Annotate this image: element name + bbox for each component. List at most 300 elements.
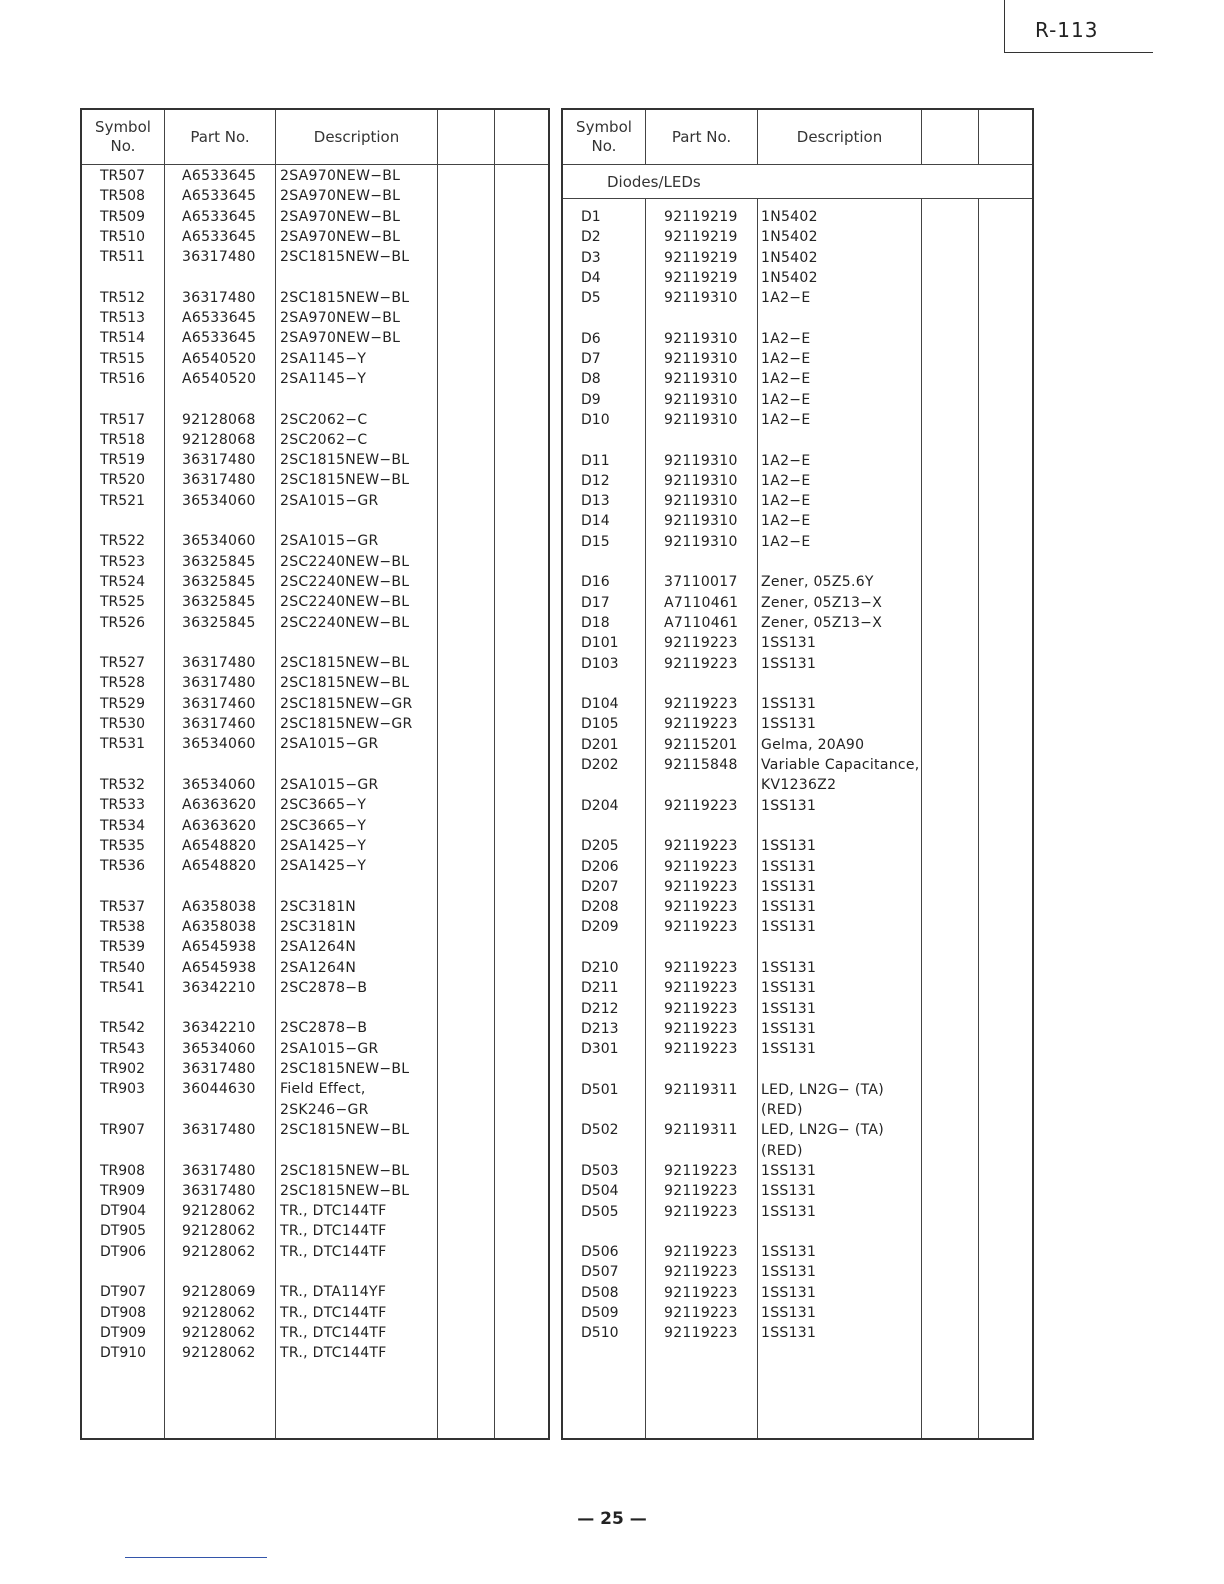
table-row xyxy=(82,1161,548,1181)
table-row xyxy=(82,247,548,267)
description-cell: 2SC1815NEW−GR xyxy=(280,695,413,712)
symbol-cell: TR517 xyxy=(100,411,146,428)
table-row xyxy=(82,572,548,592)
part-no-cell: A6363620 xyxy=(182,817,257,834)
table-row xyxy=(563,735,1032,755)
table-row xyxy=(563,1323,1032,1343)
description-cell: 1SS131 xyxy=(761,1041,817,1058)
symbol-cell: D2 xyxy=(581,229,601,246)
table-row xyxy=(563,917,1032,937)
part-no-cell: 36044630 xyxy=(182,1081,256,1098)
table-row xyxy=(82,531,548,551)
symbol-cell: D502 xyxy=(581,1122,619,1139)
table-row xyxy=(82,592,548,612)
part-no-cell: 92119310 xyxy=(664,371,738,388)
table-row xyxy=(563,288,1032,308)
description-cell: 2SA1015−GR xyxy=(280,492,379,509)
part-no-cell: 92119311 xyxy=(664,1081,738,1098)
part-no-cell: 92119310 xyxy=(664,493,738,510)
header-part-no: Part No. xyxy=(671,127,732,146)
symbol-cell: D5 xyxy=(581,290,601,307)
table-row xyxy=(82,836,548,856)
part-no-cell: 92119223 xyxy=(664,1284,738,1301)
part-no-cell: A6358038 xyxy=(182,898,257,915)
symbol-cell: TR512 xyxy=(100,289,146,306)
description-cell: 2SA1145−Y xyxy=(280,370,367,387)
part-no-cell: 92119223 xyxy=(664,1325,738,1342)
part-no-cell: 92119223 xyxy=(664,1305,738,1322)
table-row xyxy=(82,1018,548,1038)
table-row xyxy=(82,470,548,490)
section-heading: Diodes∕LEDs xyxy=(607,173,701,191)
symbol-cell: TR908 xyxy=(100,1162,146,1179)
table-row xyxy=(563,613,1032,633)
symbol-cell: D103 xyxy=(581,655,619,672)
description-cell: 2SC2062−C xyxy=(280,411,368,428)
description-cell: 1SS131 xyxy=(761,878,817,895)
table-body xyxy=(563,207,1032,1344)
row-gap xyxy=(563,430,1032,450)
symbol-cell: D11 xyxy=(581,452,610,469)
symbol-cell: D202 xyxy=(581,757,619,774)
part-no-cell: 92119223 xyxy=(664,899,738,916)
description-cell: 2SC3181N xyxy=(280,898,357,915)
part-no-cell: 92119223 xyxy=(664,655,738,672)
table-row xyxy=(82,1282,548,1302)
row-gap xyxy=(563,308,1032,328)
description-cell: 2SA1015−GR xyxy=(280,736,379,753)
part-no-cell: 92128062 xyxy=(182,1203,256,1220)
row-gap xyxy=(82,998,548,1018)
parts-table-diodes xyxy=(561,108,1034,1440)
symbol-cell: TR907 xyxy=(100,1121,146,1138)
description-cell: TR., DTA114YF xyxy=(280,1284,387,1301)
table-row xyxy=(82,734,548,754)
description-cell: LED, LN2G− (TA) xyxy=(761,1081,885,1098)
table-row xyxy=(563,248,1032,268)
part-no-cell: 92128068 xyxy=(182,411,256,428)
table-row xyxy=(563,369,1032,389)
footer-rule xyxy=(125,1557,267,1558)
description-cell: 2SA970NEW−BL xyxy=(280,188,401,205)
symbol-cell: TR540 xyxy=(100,959,146,976)
symbol-cell: D510 xyxy=(581,1325,619,1342)
description-cell: 2SA970NEW−BL xyxy=(280,310,401,327)
table-row xyxy=(82,430,548,450)
description-cell: 2SA1015−GR xyxy=(280,1040,379,1057)
description-cell: 2SC3181N xyxy=(280,918,357,935)
description-cell: Zener, 05Z13−X xyxy=(761,614,883,631)
table-row xyxy=(563,877,1032,897)
part-no-cell: 92119223 xyxy=(664,797,738,814)
symbol-cell: D13 xyxy=(581,493,610,510)
symbol-cell: DT904 xyxy=(100,1203,147,1220)
part-no-cell: 92128062 xyxy=(182,1223,256,1240)
description-cell: 2SC2240NEW−BL xyxy=(280,553,410,570)
table-row xyxy=(82,207,548,227)
symbol-cell: TR522 xyxy=(100,533,146,550)
description-cell: 1SS131 xyxy=(761,1244,817,1261)
part-no-cell: 92119223 xyxy=(664,919,738,936)
description-cell: 2SC1815NEW−BL xyxy=(280,1182,410,1199)
table-row xyxy=(563,1202,1032,1222)
part-no-cell: 36317480 xyxy=(182,1162,256,1179)
description-cell: 2SA970NEW−BL xyxy=(280,330,401,347)
part-no-cell: 92119219 xyxy=(664,249,738,266)
symbol-cell: TR539 xyxy=(100,939,146,956)
symbol-cell: TR519 xyxy=(100,452,146,469)
description-cell: 1N5402 xyxy=(761,249,818,266)
table-row xyxy=(563,410,1032,430)
part-no-cell: 36317480 xyxy=(182,675,256,692)
description-cell: Field Effect, xyxy=(280,1081,366,1098)
part-no-cell: 92128068 xyxy=(182,431,256,448)
row-gap xyxy=(82,755,548,775)
description-cell: 2SC1815NEW−BL xyxy=(280,289,410,306)
symbol-cell: TR515 xyxy=(100,350,146,367)
symbol-cell: D213 xyxy=(581,1020,619,1037)
part-no-cell: 92119223 xyxy=(664,980,738,997)
table-row xyxy=(82,795,548,815)
description-cell: 1SS131 xyxy=(761,980,817,997)
row-gap xyxy=(82,876,548,896)
description-cell: 1SS131 xyxy=(761,655,817,672)
description-cell: TR., DTC144TF xyxy=(280,1243,387,1260)
header-rule xyxy=(82,164,548,165)
part-no-cell: 36534060 xyxy=(182,1040,256,1057)
table-row xyxy=(82,1079,548,1099)
model-label: R-113 xyxy=(1035,18,1099,42)
part-no-cell: 92119223 xyxy=(664,716,738,733)
description-cell: 2SC2878−B xyxy=(280,979,368,996)
description-cell: 1SS131 xyxy=(761,959,817,976)
row-gap xyxy=(563,552,1032,572)
table-row xyxy=(563,755,1032,775)
table-row xyxy=(82,613,548,633)
part-no-cell: 36325845 xyxy=(182,614,256,631)
symbol-cell: TR521 xyxy=(100,492,146,509)
symbol-cell: TR528 xyxy=(100,675,146,692)
description-cell: 1N5402 xyxy=(761,269,818,286)
description-cell: 2SA1264N xyxy=(280,939,357,956)
table-row xyxy=(563,999,1032,1019)
description-cell: 1SS131 xyxy=(761,1162,817,1179)
table-row xyxy=(563,532,1032,552)
part-no-cell: A6533645 xyxy=(182,228,257,245)
symbol-cell: D211 xyxy=(581,980,619,997)
row-gap xyxy=(82,511,548,531)
symbol-cell: D15 xyxy=(581,533,610,550)
part-no-cell: A6540520 xyxy=(182,350,257,367)
table-row xyxy=(563,694,1032,714)
description-cell: 2SK246−GR xyxy=(280,1101,369,1118)
symbol-cell: D14 xyxy=(581,513,610,530)
part-no-cell: A6533645 xyxy=(182,168,257,184)
row-gap xyxy=(82,1262,548,1282)
table-row xyxy=(82,328,548,348)
symbol-cell: TR514 xyxy=(100,330,146,347)
table-row xyxy=(563,1100,1032,1120)
table-row xyxy=(563,572,1032,592)
description-cell: 1A2−E xyxy=(761,351,811,368)
description-cell: 2SC1815NEW−GR xyxy=(280,716,413,733)
table-row xyxy=(563,633,1032,653)
description-cell: 1SS131 xyxy=(761,1305,817,1322)
description-cell: 1SS131 xyxy=(761,1284,817,1301)
table-row xyxy=(82,958,548,978)
symbol-cell: D8 xyxy=(581,371,601,388)
table-row xyxy=(563,1019,1032,1039)
symbol-cell: TR533 xyxy=(100,797,146,814)
part-no-cell: 37110017 xyxy=(664,574,738,591)
part-no-cell: 92119310 xyxy=(664,452,738,469)
part-no-cell: 92119219 xyxy=(664,229,738,246)
table-row xyxy=(82,1120,548,1140)
part-no-cell: 92119219 xyxy=(664,269,738,286)
table-row xyxy=(563,714,1032,734)
symbol-cell: D1 xyxy=(581,209,601,225)
description-cell: 2SA970NEW−BL xyxy=(280,208,401,225)
symbol-cell: TR542 xyxy=(100,1020,146,1037)
symbol-cell: D18 xyxy=(581,614,610,631)
symbol-cell: D503 xyxy=(581,1162,619,1179)
table-row xyxy=(82,694,548,714)
part-no-cell: 92119310 xyxy=(664,472,738,489)
description-cell: 1A2−E xyxy=(761,330,811,347)
table-row xyxy=(82,1100,548,1120)
symbol-cell: DT907 xyxy=(100,1284,147,1301)
table-row xyxy=(82,227,548,247)
description-cell: 1A2−E xyxy=(761,391,811,408)
symbol-cell: TR526 xyxy=(100,614,146,631)
description-cell: 1SS131 xyxy=(761,838,817,855)
symbol-cell: D104 xyxy=(581,696,619,713)
part-no-cell: 36325845 xyxy=(182,594,256,611)
table-row xyxy=(563,1303,1032,1323)
description-cell: LED, LN2G− (TA) xyxy=(761,1122,885,1139)
part-no-cell: 36325845 xyxy=(182,573,256,590)
symbol-cell: TR527 xyxy=(100,655,146,672)
part-no-cell: 92128062 xyxy=(182,1324,256,1341)
description-cell: 1SS131 xyxy=(761,1264,817,1281)
description-cell: 1SS131 xyxy=(761,1325,817,1342)
description-cell: TR., DTC144TF xyxy=(280,1304,387,1321)
part-no-cell: 92128062 xyxy=(182,1345,256,1362)
symbol-cell: D205 xyxy=(581,838,619,855)
symbol-cell: TR511 xyxy=(100,249,146,266)
symbol-cell: D301 xyxy=(581,1041,619,1058)
table-row xyxy=(82,1039,548,1059)
table-row xyxy=(82,410,548,430)
part-no-cell: A6358038 xyxy=(182,918,257,935)
part-no-cell: 92119223 xyxy=(664,878,738,895)
table-row xyxy=(563,207,1032,227)
row-gap xyxy=(82,389,548,409)
part-no-cell: A6533645 xyxy=(182,330,257,347)
part-no-cell: A7110461 xyxy=(664,614,739,631)
table-row xyxy=(563,451,1032,471)
symbol-cell: D12 xyxy=(581,472,610,489)
part-no-cell: A6545938 xyxy=(182,939,257,956)
symbol-cell: TR909 xyxy=(100,1182,146,1199)
symbol-cell: D4 xyxy=(581,269,601,286)
part-no-cell: A7110461 xyxy=(664,594,739,611)
part-no-cell: 92119223 xyxy=(664,1264,738,1281)
part-no-cell: 92128062 xyxy=(182,1243,256,1260)
part-no-cell: 36317480 xyxy=(182,452,256,469)
description-cell: TR., DTC144TF xyxy=(280,1324,387,1341)
description-cell: 1N5402 xyxy=(761,209,818,225)
header-symbol: Symbol No. xyxy=(95,118,151,155)
table-row xyxy=(563,1161,1032,1181)
row-gap xyxy=(82,633,548,653)
table-row xyxy=(563,390,1032,410)
symbol-cell: TR902 xyxy=(100,1061,146,1078)
part-no-cell: A6548820 xyxy=(182,837,257,854)
symbol-cell: TR520 xyxy=(100,472,146,489)
description-cell: TR., DTC144TF xyxy=(280,1223,387,1240)
part-no-cell: 92128069 xyxy=(182,1284,256,1301)
header-description: Description xyxy=(313,127,400,146)
table-row xyxy=(82,1059,548,1079)
part-no-cell: 92119223 xyxy=(664,1203,738,1220)
part-no-cell: 36534060 xyxy=(182,736,256,753)
description-cell: 2SC3665−Y xyxy=(280,817,367,834)
symbol-cell: TR541 xyxy=(100,979,146,996)
page-number: — 25 — xyxy=(577,1509,647,1529)
part-no-cell: 92119223 xyxy=(664,858,738,875)
symbol-cell: D17 xyxy=(581,594,610,611)
table-row xyxy=(563,857,1032,877)
table-row xyxy=(82,349,548,369)
description-cell: 1A2−E xyxy=(761,290,811,307)
description-cell: (RED) xyxy=(761,1102,803,1119)
table-row xyxy=(563,268,1032,288)
symbol-cell: TR513 xyxy=(100,310,146,327)
row-gap xyxy=(563,1222,1032,1242)
symbol-cell: DT906 xyxy=(100,1243,147,1260)
description-cell: TR., DTC144TF xyxy=(280,1203,387,1220)
description-cell: 1A2−E xyxy=(761,411,811,428)
symbol-cell: TR508 xyxy=(100,188,146,205)
table-row xyxy=(82,714,548,734)
symbol-cell: TR537 xyxy=(100,898,146,915)
part-no-cell: 92119223 xyxy=(664,696,738,713)
symbol-cell: D3 xyxy=(581,249,601,266)
table-row xyxy=(563,1262,1032,1282)
part-no-cell: 92119223 xyxy=(664,1041,738,1058)
table-row xyxy=(563,1242,1032,1262)
description-cell: 1SS131 xyxy=(761,696,817,713)
description-cell: 1SS131 xyxy=(761,1183,817,1200)
part-no-cell: 92119223 xyxy=(664,635,738,652)
description-cell: 2SC3665−Y xyxy=(280,797,367,814)
description-cell: 1SS131 xyxy=(761,1020,817,1037)
header-part-no: Part No. xyxy=(190,127,250,146)
symbol-cell: TR525 xyxy=(100,594,146,611)
symbol-cell: TR518 xyxy=(100,431,146,448)
description-cell: 1A2−E xyxy=(761,452,811,469)
table-row xyxy=(82,816,548,836)
table-row xyxy=(563,836,1032,856)
table-row xyxy=(82,775,548,795)
table-row xyxy=(82,450,548,470)
part-no-cell: 36317460 xyxy=(182,716,256,733)
description-cell: 1A2−E xyxy=(761,533,811,550)
table-row xyxy=(563,654,1032,674)
symbol-cell: D506 xyxy=(581,1244,619,1261)
symbol-cell: DT910 xyxy=(100,1345,147,1362)
symbol-cell: DT908 xyxy=(100,1304,147,1321)
part-no-cell: A6533645 xyxy=(182,188,257,205)
symbol-cell: D201 xyxy=(581,736,619,753)
description-cell: 2SA1015−GR xyxy=(280,776,379,793)
table-row xyxy=(82,1303,548,1323)
symbol-cell: TR509 xyxy=(100,208,146,225)
part-no-cell: 36317480 xyxy=(182,1121,256,1138)
part-no-cell: 92119223 xyxy=(664,1020,738,1037)
symbol-cell: TR530 xyxy=(100,716,146,733)
row-gap xyxy=(563,938,1032,958)
table-row xyxy=(563,1141,1032,1161)
row-gap xyxy=(563,1059,1032,1079)
table-row xyxy=(563,1039,1032,1059)
symbol-cell: TR532 xyxy=(100,776,146,793)
part-no-cell: 92119223 xyxy=(664,959,738,976)
table-row xyxy=(563,978,1032,998)
table-row xyxy=(563,227,1032,247)
description-cell: 2SC1815NEW−BL xyxy=(280,1162,410,1179)
symbol-cell: D9 xyxy=(581,391,601,408)
table-row xyxy=(82,917,548,937)
description-cell: 2SC1815NEW−BL xyxy=(280,655,410,672)
symbol-cell: TR529 xyxy=(100,695,146,712)
table-row xyxy=(563,491,1032,511)
symbol-cell: TR510 xyxy=(100,228,146,245)
description-cell: TR., DTC144TF xyxy=(280,1345,387,1362)
table-row xyxy=(82,1343,548,1363)
parts-table-transistors xyxy=(80,108,550,1440)
table-row xyxy=(82,552,548,572)
part-no-cell: 92119311 xyxy=(664,1122,738,1139)
model-label-box xyxy=(1004,0,1153,53)
symbol-cell: D209 xyxy=(581,919,619,936)
symbol-cell: D7 xyxy=(581,351,601,368)
description-cell: 2SA1015−GR xyxy=(280,533,379,550)
description-cell: 2SC2878−B xyxy=(280,1020,368,1037)
symbol-cell: TR524 xyxy=(100,573,146,590)
table-row xyxy=(563,796,1032,816)
part-no-cell: 92115201 xyxy=(664,736,738,753)
part-no-cell: 92119223 xyxy=(664,838,738,855)
part-no-cell: 92119219 xyxy=(664,209,738,225)
part-no-cell: 36534060 xyxy=(182,776,256,793)
symbol-cell: TR543 xyxy=(100,1040,146,1057)
description-cell: 2SC1815NEW−BL xyxy=(280,675,410,692)
table-row xyxy=(563,1120,1032,1140)
table-row xyxy=(82,897,548,917)
description-cell: 1SS131 xyxy=(761,919,817,936)
symbol-cell: D208 xyxy=(581,899,619,916)
description-cell: Zener, 05Z5.6Y xyxy=(761,574,874,591)
table-row xyxy=(82,856,548,876)
symbol-cell: TR536 xyxy=(100,858,146,875)
symbol-cell: D206 xyxy=(581,858,619,875)
symbol-cell: TR531 xyxy=(100,736,146,753)
description-cell: Variable Capacitance, xyxy=(761,757,920,774)
symbol-cell: D507 xyxy=(581,1264,619,1281)
table-row xyxy=(563,897,1032,917)
